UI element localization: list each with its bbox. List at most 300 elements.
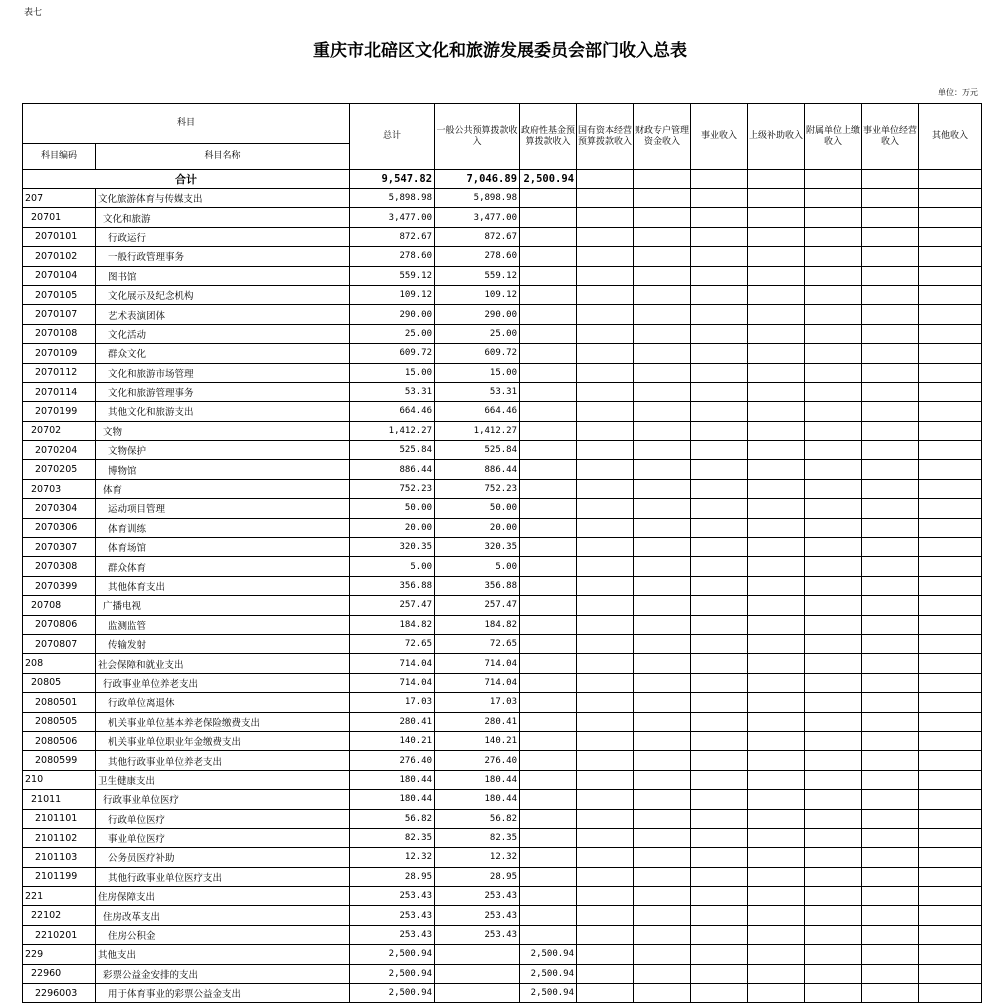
row-fund — [520, 557, 577, 576]
empty-cell — [634, 402, 691, 421]
page-title: 重庆市北碚区文化和旅游发展委员会部门收入总表 — [313, 41, 687, 61]
row-code: 22960 — [23, 964, 96, 983]
empty-cell — [862, 654, 919, 673]
row-code: 2070114 — [23, 382, 96, 401]
income-summary-table — [22, 103, 982, 1003]
empty-cell — [862, 479, 919, 498]
row-code: 2070107 — [23, 305, 96, 324]
table-row — [23, 305, 982, 324]
empty-cell — [577, 848, 634, 867]
row-total: 20.00 — [350, 518, 435, 537]
empty-cell — [748, 305, 805, 324]
empty-cell — [634, 712, 691, 731]
row-general: 109.12 — [435, 285, 520, 304]
header-state-capital: 国有资本经营预算拨款收入 — [577, 104, 634, 170]
empty-cell — [862, 538, 919, 557]
empty-cell — [691, 848, 748, 867]
row-fund — [520, 634, 577, 653]
empty-cell — [691, 557, 748, 576]
table-row — [23, 945, 982, 964]
empty-cell — [862, 693, 919, 712]
empty-cell — [691, 576, 748, 595]
empty-cell — [919, 247, 982, 266]
empty-cell — [577, 906, 634, 925]
row-fund — [520, 402, 577, 421]
empty-cell — [748, 751, 805, 770]
empty-cell — [862, 790, 919, 809]
table-row — [23, 925, 982, 944]
empty-cell — [748, 731, 805, 750]
row-total: 278.60 — [350, 247, 435, 266]
empty-cell — [691, 402, 748, 421]
empty-cell — [748, 208, 805, 227]
row-general: 50.00 — [435, 499, 520, 518]
empty-cell — [748, 189, 805, 208]
empty-cell — [577, 770, 634, 789]
empty-cell — [691, 673, 748, 692]
row-fund — [520, 596, 577, 615]
empty-cell — [805, 382, 862, 401]
empty-cell — [862, 285, 919, 304]
row-general: 752.23 — [435, 479, 520, 498]
row-total: 5.00 — [350, 557, 435, 576]
row-name: 行政单位离退休 — [96, 693, 350, 712]
empty-cell — [919, 964, 982, 983]
empty-cell — [577, 596, 634, 615]
empty-cell — [634, 731, 691, 750]
empty-cell — [862, 731, 919, 750]
table-row — [23, 189, 982, 208]
row-general: 886.44 — [435, 460, 520, 479]
header-operating-income: 事业单位经营收入 — [862, 104, 919, 170]
table-row — [23, 731, 982, 750]
row-code: 2070199 — [23, 402, 96, 421]
empty-cell — [577, 712, 634, 731]
empty-cell — [634, 906, 691, 925]
row-general: 714.04 — [435, 654, 520, 673]
row-name: 文化和旅游市场管理 — [96, 363, 350, 382]
empty-cell — [919, 867, 982, 886]
empty-cell — [862, 848, 919, 867]
table-row — [23, 344, 982, 363]
table-number-label: 表七 — [24, 8, 43, 18]
table-row — [23, 402, 982, 421]
empty-cell — [805, 751, 862, 770]
empty-cell — [862, 247, 919, 266]
row-fund — [520, 925, 577, 944]
row-name: 彩票公益金安排的支出 — [96, 964, 350, 983]
empty-cell — [748, 964, 805, 983]
empty-cell — [862, 712, 919, 731]
row-name: 行政运行 — [96, 227, 350, 246]
row-total: 3,477.00 — [350, 208, 435, 227]
row-fund — [520, 751, 577, 770]
empty-cell — [634, 538, 691, 557]
row-general: 257.47 — [435, 596, 520, 615]
empty-cell — [862, 615, 919, 634]
row-fund — [520, 790, 577, 809]
empty-cell — [577, 402, 634, 421]
empty-cell — [805, 460, 862, 479]
row-name: 文化和旅游管理事务 — [96, 382, 350, 401]
row-general: 56.82 — [435, 809, 520, 828]
header-affiliated-income: 附属单位上缴收入 — [805, 104, 862, 170]
header-general-budget: 一般公共预算拨款收入 — [435, 104, 520, 170]
header-gov-fund: 政府性基金预算拨款收入 — [520, 104, 577, 170]
row-total: 253.43 — [350, 906, 435, 925]
row-general: 72.65 — [435, 634, 520, 653]
empty-cell — [862, 227, 919, 246]
empty-cell — [919, 227, 982, 246]
row-name: 一般行政管理事务 — [96, 247, 350, 266]
empty-cell — [919, 596, 982, 615]
row-general: 3,477.00 — [435, 208, 520, 227]
empty-cell — [577, 654, 634, 673]
row-total: 12.32 — [350, 848, 435, 867]
empty-cell — [862, 460, 919, 479]
table-row — [23, 596, 982, 615]
row-name: 文化和旅游 — [96, 208, 350, 227]
empty-cell — [748, 654, 805, 673]
empty-cell — [577, 460, 634, 479]
empty-cell — [919, 770, 982, 789]
empty-cell — [634, 615, 691, 634]
row-code: 2070307 — [23, 538, 96, 557]
row-code: 2070102 — [23, 247, 96, 266]
empty-cell — [634, 634, 691, 653]
row-name: 行政单位医疗 — [96, 809, 350, 828]
row-general — [435, 964, 520, 983]
empty-cell — [862, 984, 919, 1003]
empty-cell — [919, 557, 982, 576]
row-fund — [520, 382, 577, 401]
empty-cell — [634, 247, 691, 266]
row-name: 艺术表演团体 — [96, 305, 350, 324]
empty-cell — [805, 809, 862, 828]
row-fund — [520, 305, 577, 324]
table-row — [23, 809, 982, 828]
row-fund — [520, 538, 577, 557]
empty-cell — [634, 266, 691, 285]
empty-cell — [577, 634, 634, 653]
empty-cell — [805, 285, 862, 304]
unit-label: 单位：万元 — [938, 88, 978, 97]
empty-cell — [577, 887, 634, 906]
empty-cell — [919, 344, 982, 363]
row-code: 2080505 — [23, 712, 96, 731]
empty-cell — [634, 887, 691, 906]
row-total: 752.23 — [350, 479, 435, 498]
empty-cell — [577, 285, 634, 304]
row-fund — [520, 712, 577, 731]
table-row — [23, 615, 982, 634]
row-code: 21011 — [23, 790, 96, 809]
empty-cell — [862, 634, 919, 653]
table-row — [23, 848, 982, 867]
empty-cell — [862, 189, 919, 208]
empty-cell — [748, 925, 805, 944]
empty-cell — [919, 363, 982, 382]
empty-cell — [862, 828, 919, 847]
empty-cell — [862, 170, 919, 189]
empty-cell — [805, 848, 862, 867]
empty-cell — [577, 441, 634, 460]
empty-cell — [634, 654, 691, 673]
row-code: 20702 — [23, 421, 96, 440]
empty-cell — [634, 460, 691, 479]
table-row — [23, 770, 982, 789]
empty-cell — [805, 266, 862, 285]
row-name: 博物馆 — [96, 460, 350, 479]
empty-cell — [862, 499, 919, 518]
empty-cell — [805, 324, 862, 343]
row-name: 住房保障支出 — [96, 887, 350, 906]
row-code: 2080501 — [23, 693, 96, 712]
row-total: 2,500.94 — [350, 945, 435, 964]
empty-cell — [691, 712, 748, 731]
row-name: 文化活动 — [96, 324, 350, 343]
row-total: 559.12 — [350, 266, 435, 285]
empty-cell — [862, 964, 919, 983]
row-total: 2,500.94 — [350, 984, 435, 1003]
empty-cell — [634, 363, 691, 382]
empty-cell — [634, 673, 691, 692]
row-total: 140.21 — [350, 731, 435, 750]
row-general: 872.67 — [435, 227, 520, 246]
empty-cell — [919, 460, 982, 479]
row-total: 290.00 — [350, 305, 435, 324]
empty-cell — [919, 285, 982, 304]
empty-cell — [577, 945, 634, 964]
row-name: 群众体育 — [96, 557, 350, 576]
row-fund — [520, 421, 577, 440]
empty-cell — [691, 344, 748, 363]
table-row — [23, 828, 982, 847]
row-code: 20708 — [23, 596, 96, 615]
empty-cell — [805, 654, 862, 673]
empty-cell — [748, 479, 805, 498]
empty-cell — [862, 324, 919, 343]
row-fund — [520, 576, 577, 595]
row-general: 253.43 — [435, 925, 520, 944]
empty-cell — [634, 828, 691, 847]
empty-cell — [748, 887, 805, 906]
empty-cell — [577, 247, 634, 266]
empty-cell — [919, 421, 982, 440]
empty-cell — [919, 382, 982, 401]
empty-cell — [748, 673, 805, 692]
empty-cell — [805, 557, 862, 576]
empty-cell — [634, 945, 691, 964]
empty-cell — [577, 266, 634, 285]
empty-cell — [919, 984, 982, 1003]
row-fund — [520, 518, 577, 537]
table-row — [23, 479, 982, 498]
empty-cell — [862, 382, 919, 401]
empty-cell — [862, 945, 919, 964]
row-name: 公务员医疗补助 — [96, 848, 350, 867]
empty-cell — [919, 751, 982, 770]
empty-cell — [748, 770, 805, 789]
empty-cell — [691, 828, 748, 847]
empty-cell — [634, 770, 691, 789]
row-fund — [520, 479, 577, 498]
row-general: 714.04 — [435, 673, 520, 692]
total-general: 7,046.89 — [435, 170, 520, 189]
row-general: 1,412.27 — [435, 421, 520, 440]
empty-cell — [577, 382, 634, 401]
empty-cell — [577, 170, 634, 189]
empty-cell — [919, 402, 982, 421]
row-code: 2070308 — [23, 557, 96, 576]
table-row — [23, 285, 982, 304]
row-code: 221 — [23, 887, 96, 906]
empty-cell — [805, 634, 862, 653]
row-code: 2080599 — [23, 751, 96, 770]
empty-cell — [691, 731, 748, 750]
row-name: 文物 — [96, 421, 350, 440]
empty-cell — [919, 693, 982, 712]
empty-cell — [748, 247, 805, 266]
empty-cell — [748, 499, 805, 518]
empty-cell — [691, 654, 748, 673]
empty-cell — [748, 518, 805, 537]
table-row — [23, 557, 982, 576]
empty-cell — [577, 925, 634, 944]
row-fund — [520, 208, 577, 227]
empty-cell — [748, 867, 805, 886]
row-total: 253.43 — [350, 925, 435, 944]
table-row — [23, 518, 982, 537]
row-fund — [520, 848, 577, 867]
row-code: 2070101 — [23, 227, 96, 246]
empty-cell — [919, 634, 982, 653]
empty-cell — [862, 673, 919, 692]
row-name: 传输发射 — [96, 634, 350, 653]
table-row — [23, 576, 982, 595]
row-fund — [520, 344, 577, 363]
empty-cell — [919, 170, 982, 189]
row-name: 行政事业单位养老支出 — [96, 673, 350, 692]
empty-cell — [634, 596, 691, 615]
empty-cell — [805, 712, 862, 731]
empty-cell — [691, 790, 748, 809]
row-general: 320.35 — [435, 538, 520, 557]
empty-cell — [691, 906, 748, 925]
empty-cell — [919, 809, 982, 828]
empty-cell — [634, 324, 691, 343]
row-code: 207 — [23, 189, 96, 208]
empty-cell — [691, 305, 748, 324]
row-fund — [520, 906, 577, 925]
row-total: 872.67 — [350, 227, 435, 246]
table-row — [23, 247, 982, 266]
empty-cell — [748, 382, 805, 401]
empty-cell — [691, 460, 748, 479]
table-row — [23, 363, 982, 382]
empty-cell — [634, 751, 691, 770]
table-row — [23, 227, 982, 246]
empty-cell — [805, 421, 862, 440]
row-total: 53.31 — [350, 382, 435, 401]
empty-cell — [862, 770, 919, 789]
empty-cell — [634, 925, 691, 944]
row-general: 140.21 — [435, 731, 520, 750]
empty-cell — [748, 576, 805, 595]
row-total: 109.12 — [350, 285, 435, 304]
row-name: 图书馆 — [96, 266, 350, 285]
empty-cell — [748, 557, 805, 576]
row-fund — [520, 615, 577, 634]
empty-cell — [748, 170, 805, 189]
empty-cell — [691, 441, 748, 460]
row-fund — [520, 460, 577, 479]
table-row — [23, 790, 982, 809]
empty-cell — [862, 421, 919, 440]
empty-cell — [919, 266, 982, 285]
empty-cell — [634, 499, 691, 518]
row-code: 229 — [23, 945, 96, 964]
empty-cell — [577, 867, 634, 886]
empty-cell — [577, 984, 634, 1003]
row-name: 文化展示及纪念机构 — [96, 285, 350, 304]
empty-cell — [748, 693, 805, 712]
total-amount: 9,547.82 — [350, 170, 435, 189]
row-fund: 2,500.94 — [520, 945, 577, 964]
empty-cell — [748, 615, 805, 634]
row-fund: 2,500.94 — [520, 984, 577, 1003]
empty-cell — [805, 964, 862, 983]
empty-cell — [577, 227, 634, 246]
row-code: 2210201 — [23, 925, 96, 944]
row-fund — [520, 285, 577, 304]
empty-cell — [805, 731, 862, 750]
row-fund — [520, 441, 577, 460]
row-code: 2070109 — [23, 344, 96, 363]
row-total: 17.03 — [350, 693, 435, 712]
total-fund: 2,500.94 — [520, 170, 577, 189]
empty-cell — [634, 848, 691, 867]
row-name: 用于体育事业的彩票公益金支出 — [96, 984, 350, 1003]
row-fund — [520, 867, 577, 886]
empty-cell — [577, 189, 634, 208]
empty-cell — [691, 479, 748, 498]
row-code: 2101199 — [23, 867, 96, 886]
table-row — [23, 324, 982, 343]
row-total: 180.44 — [350, 790, 435, 809]
row-code: 2101101 — [23, 809, 96, 828]
empty-cell — [748, 848, 805, 867]
row-name: 监测监管 — [96, 615, 350, 634]
empty-cell — [577, 576, 634, 595]
row-name: 文物保护 — [96, 441, 350, 460]
empty-cell — [691, 266, 748, 285]
row-name: 体育 — [96, 479, 350, 498]
row-fund — [520, 499, 577, 518]
empty-cell — [919, 673, 982, 692]
empty-cell — [919, 790, 982, 809]
row-general: 53.31 — [435, 382, 520, 401]
empty-cell — [919, 731, 982, 750]
empty-cell — [862, 751, 919, 770]
row-code: 2070104 — [23, 266, 96, 285]
empty-cell — [919, 518, 982, 537]
empty-cell — [577, 344, 634, 363]
empty-cell — [577, 809, 634, 828]
empty-cell — [919, 945, 982, 964]
empty-cell — [691, 964, 748, 983]
row-name: 事业单位医疗 — [96, 828, 350, 847]
